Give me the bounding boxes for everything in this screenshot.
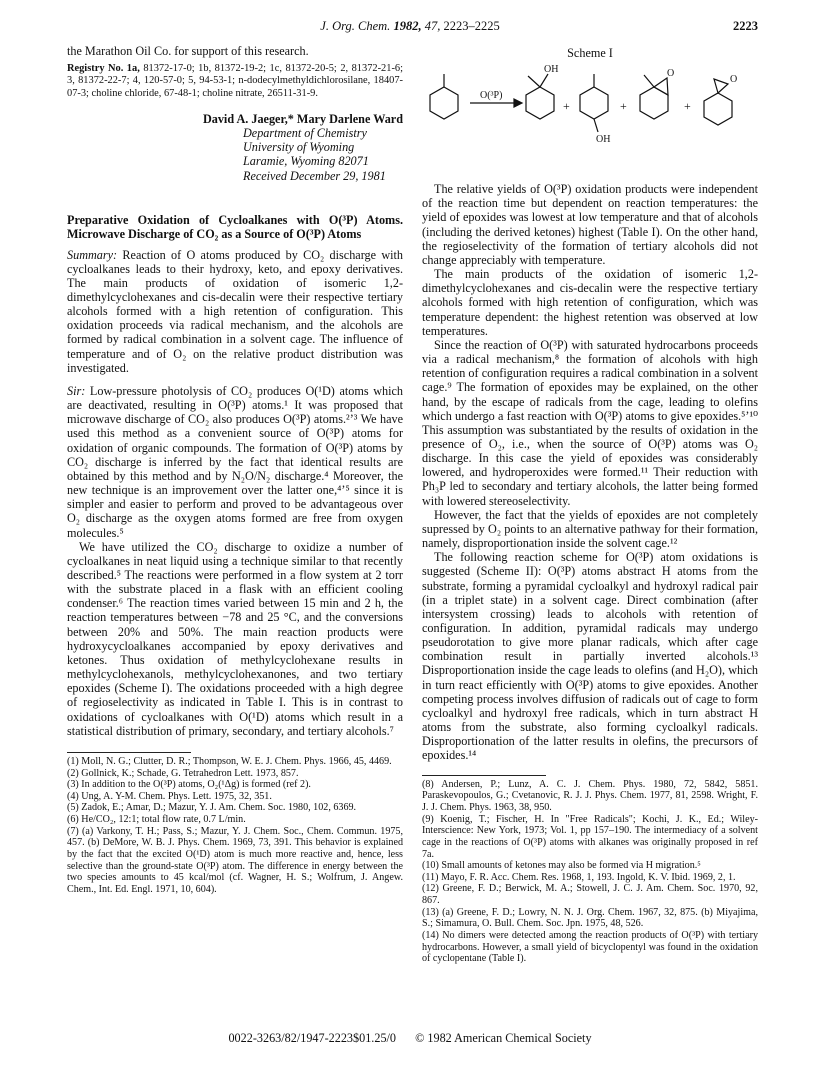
- journal-citation: [62, 19, 758, 34]
- body-paragraph: The relative yields of O(³P) oxidation products were independent of the reaction time but dependent on reaction temperatures: the yield of epoxides was lowest at low temperature and that of alcohols (including the derived ketones) highest (Table I). On the other hand, the regioselectivity of the formation of tertiary alcohols did not change appreciably with temperature.: [422, 182, 758, 267]
- body-paragraph: The following reaction scheme for O(³P) atom oxidations is suggested (Scheme II): O(³P) atoms abstract H atoms from the substrate, forming a pyramidal cycloalkyl and hydroxyl radical pair (in a triplet state) in a solvent cage. Direct combination (after intersystem crossing) leads to alcohols with retention of configuration. In addition, pyramidal radicals may undergo pseudorotation to give more planar radicals, which after cage combination result in partially inverted alcohols.¹³ Disproportionation inside the cage leads to olefins (and H₂O), which in turn react efficiently with O(³P) atoms to give epoxides. Another competing process involves diffusion of radicals out of cage to form cycloalkyl and hydroxyl free radicals, which in turn abstract H atoms from the substrate, also forming cycloalkyl radicals. Disproportionation of the latter results in olefins, the precursors of epoxides.¹⁴: [422, 550, 758, 763]
- acknowledgment-tail: the Marathon Oil Co. for support of this research.: [67, 44, 309, 58]
- epoxide-ring: [714, 79, 728, 93]
- cyclohexane-ring: [430, 87, 458, 119]
- cyclohexane-ring: [640, 87, 668, 119]
- scheme-i-diagram: [422, 62, 758, 152]
- footnote: (7) (a) Varkony, T. H.; Pass, S.; Mazur, Y. J. Chem. Soc., Chem. Commun. 1975, 457. (b) DeMore, W. B. J. Phys. Chem. 1969, 73, 391. This behavior is explained by the fact that the excited O(¹D) atom is much more reactive and, hence, less selective than the ground-state O(³P) atom. The difference in energy between the two species amounts to 45 kcal/mol (cf. Wagner, H. S.; Wolfrum, J. Angew. Chem., Int. Ed. Engl. 1971, 10, 604).: [67, 825, 403, 896]
- footnote: (13) (a) Greene, F. D.; Lowry, N. N. J. Org. Chem. 1967, 32, 875. (b) Miyajima, S.; Simamura, O. Bull. Chem. Soc. Jpn. 1975, 48, 526.: [422, 906, 758, 930]
- journal-volume: 47,: [424, 19, 441, 33]
- body-paragraph: Since the reaction of O(³P) with saturated hydrocarbons proceeds via a radical mechanism,⁸ the formation of alcohols with high retention of configuration requires a radical combination in a solvent cage.⁹ The formation of epoxides may be explained, on the other hand, by the escape of radicals from the cage, leading to olefins which undergo a fast reaction with O(³P) atoms to give epoxides.⁵ʼ¹⁰ This assumption was substantiated by the results of oxidation in the presence of O₂, i.e., when the source of O(³P) atoms was O₂ discharge. In this case the yield of epoxides was considerably lowered, and hydroperoxides were formed.¹¹ Their reduction with Ph₃P led to secondary and tertiary alcohols, the latter being formed with lowered stereoselectivity.: [422, 337, 758, 508]
- footnote: (1) Moll, N. G.; Clutter, D. R.; Thompson, W. E. J. Chem. Phys. 1966, 45, 4469.: [67, 755, 392, 767]
- body-paragraph: [67, 384, 403, 540]
- footnote: (4) Ung, A. Y-M. Chem. Phys. Lett. 1975, 32, 351.: [67, 790, 272, 802]
- body-paragraph: However, the fact that the yields of epoxides are not completely supressed by O₂ points to an alternative pathway for their formation, namely, disproportionation inside the solvent cage.¹²: [422, 507, 758, 551]
- summary: [67, 248, 403, 375]
- footnote: (9) Koenig, T.; Fischer, H. In "Free Radicals"; Kochi, J. K., Ed.; Wiley-Interscience: New York, 1973; Vol. 1, pp 157–190. The intermediacy of a solvent cage in the reactions of O(³P) atoms with alkanes was originally proposed in ref 7a.: [422, 813, 758, 860]
- article-code: 0022-3263/82/1947-2223$01.25/0: [228, 1031, 397, 1045]
- registry-numbers: [67, 63, 403, 100]
- arrow-head: [514, 99, 522, 107]
- summary-text: Reaction of O atoms produced by CO₂ discharge with cycloalkanes leads to their hydroxy, keto, and epoxy derivatives. The main products of oxidation of isomeric 1,2-dimethylcyclohexanes and cis-decalin were their respective tertiary alcohols formed with a high retention of configuration. This oxidation proceeds via radical mechanism, and the alcohols are formed by radical combination in a solvent cage. The influence of temperature and of O₂ on the relative product distribution was investigated.: [67, 247, 403, 375]
- sir-text: Low-pressure photolysis of CO₂ produces O(¹D) atoms which are deactivated, resulting in O(³P) atoms.¹ It was proposed that microwave discharge of CO₂ also produces O(³P) atoms.²ʼ³ We have used this method as a convenient source of O(³P) atoms for oxidation of organic compounds. The formation of O(³P) atoms by CO₂ discharge is inferred by the fact that identical results are obtained by this method and by N₂O/N₂ discharge.⁴ Moreover, the new technique is an improvement over the latter one,⁴ʼ⁵ since it is simpler and easier to perform and proved to be advantageous over O₂ discharge as the oxygen atoms formed are free from oxygen molecules.⁵: [67, 383, 403, 540]
- footnote: (8) Andersen, P.; Lunz, A. C. J. Chem. Phys. 1980, 72, 5842, 5851. Paraskevopoulos, G.; Cvetanovic, R. J. J. Phys. Chem. 1977, 81, 2598. Wright, F. J. J. Chem. Phys. 1963, 38, 950.: [422, 778, 758, 813]
- copyright: © 1982 American Chemical Society: [415, 1031, 592, 1045]
- epoxide-o-label: O: [730, 74, 738, 86]
- footnote: (10) Small amounts of ketones may also be formed via H migration.⁵: [422, 860, 701, 872]
- footnote: (6) He/CO₂, 12:1; total flow rate, 0.7 L/min.: [67, 814, 246, 826]
- wavy-oh-bond: [594, 119, 598, 132]
- methyl-bond: [644, 75, 654, 87]
- affiliation-line: Department of Chemistry: [243, 125, 367, 140]
- reagent-label: O(³P): [480, 90, 503, 102]
- footnotes-right: [422, 779, 758, 966]
- left-column: [67, 44, 403, 896]
- footnote: (3) In addition to the O(³P) atoms, O₂(¹Δg) is formed (ref 2).: [67, 779, 311, 791]
- body-paragraph: We have utilized the CO₂ discharge to oxidize a number of cycloalkanes in neat liquid using a technique similar to that recently described.⁵ The reactions were performed in a flow system at 2 torr with the substrate placed in a flask with an efficient cooling condenser.⁶ The reaction times varied between 15 min and 2 h, the reaction temperatures between −78 and 25 °C, and the conversions between 20% and 50%. The main reaction products were hydroxycycloalkanes accompanied by epoxy derivatives and ketones. Thus oxidation of methylcyclohexane results in methylcyclohexanols, methylcyclohexanones, and two tertiary epoxides (Scheme I). The oxidations proceeded with a high degree of regioselectivity as indicated in Table I. This is in contrast to oxidations of cycloalkanes with O(¹D) atoms which result in a statistical distribution of primary, secondary, and tertiary alcohols.⁷: [67, 539, 403, 738]
- plus-sign: +: [620, 99, 627, 114]
- registry-text: 81372-17-0; 1b, 81372-19-2; 1c, 81372-20-5; 2, 81372-21-6; 3, 81372-22-7; 4, 120-57-0; 5, 94-53-1; n-dodecylmethyldichlorosilane, 18407-07-3; choline chloride, 67-48-1; choline nitrate, 26511-31-9.: [67, 63, 403, 99]
- cyclohexane-ring: [526, 87, 554, 119]
- oh-bond: [540, 74, 548, 87]
- journal-name: J. Org. Chem.: [320, 19, 391, 33]
- article-title: Preparative Oxidation of Cycloalkanes with O(³P) Atoms. Microwave Discharge of CO₂ as a Source of O(³P) Atoms: [67, 212, 403, 242]
- cyclohexane-ring: [704, 93, 732, 125]
- footnote: (11) Mayo, F. R. Acc. Chem. Res. 1968, 1, 193. Ingold, K. V. Ibid. 1969, 2, 1.: [422, 871, 736, 883]
- authors: David A. Jaeger,* Mary Darlene Ward: [202, 111, 403, 126]
- affiliation-line: University of Wyoming: [243, 140, 355, 155]
- footnote: (5) Zadok, E.; Amar, D.; Mazur, Y. J. Am. Chem. Soc. 1980, 102, 6369.: [67, 802, 357, 814]
- affiliation: [243, 126, 403, 183]
- methyl-bond: [528, 76, 540, 87]
- right-column: [422, 44, 758, 965]
- affiliation-line: Laramie, Wyoming 82071: [243, 154, 369, 169]
- footnote: (14) No dimers were detected among the reaction products of O(³P) with tertiary hydrocarbons. However, a small yield of bicyclopentyl was found in the oxidation of cyclopentane (Table I).: [422, 930, 758, 965]
- footnote: (12) Greene, F. D.; Berwick, M. A.; Stowell, J. C. J. Am. Chem. Soc. 1970, 92, 867.: [422, 883, 758, 907]
- scheme-label: Scheme I: [567, 46, 613, 60]
- running-header: [62, 19, 758, 39]
- footnote-divider: [422, 775, 546, 776]
- plus-sign: +: [563, 99, 570, 114]
- epoxide-o-label: O: [667, 68, 675, 80]
- plus-sign: +: [684, 99, 691, 114]
- received-date: Received December 29, 1981: [243, 168, 386, 183]
- oh-label-top: OH: [544, 64, 559, 76]
- footnote: (2) Gollnick, K.; Schade, G. Tetrahedron Lett. 1973, 857.: [67, 767, 299, 779]
- registry-label: Registry No. 1a,: [67, 63, 140, 75]
- cyclohexane-ring: [580, 87, 608, 119]
- body-paragraph: The main products of the oxidation of isomeric 1,2-dimethylcyclohexanes and cis-decalin were the respective tertiary alcohols formed with high retention of configuration, which was temperature dependent: the highest retention was observed at low temperatures.: [422, 267, 758, 338]
- summary-label: Summary:: [67, 247, 118, 262]
- footnote-divider: [67, 752, 191, 753]
- journal-year: 1982,: [393, 19, 422, 33]
- oh-label-bottom: OH: [596, 134, 611, 146]
- epoxide-ring: [654, 78, 668, 95]
- journal-pages: 2223–2225: [443, 19, 500, 33]
- footnotes-left: [67, 756, 403, 896]
- sir-label: Sir:: [67, 383, 86, 398]
- page-footer: [0, 1031, 820, 1046]
- page-number: 2223: [733, 19, 758, 33]
